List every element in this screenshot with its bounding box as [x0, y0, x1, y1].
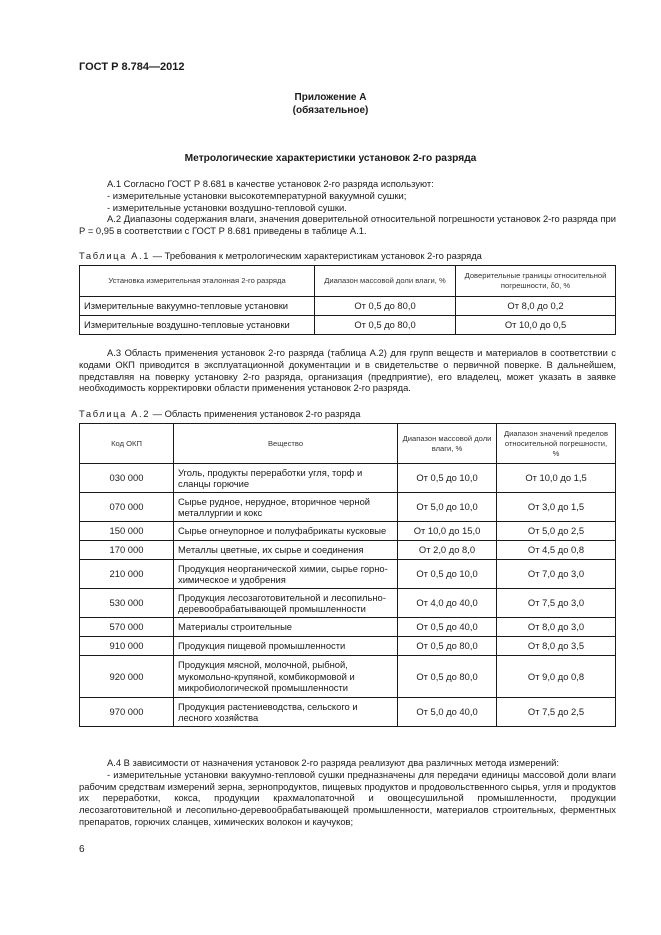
table-cell: 070 000 — [80, 493, 174, 522]
page-number: 6 — [79, 844, 85, 855]
table1-caption — [79, 250, 482, 261]
table-cell: 570 000 — [80, 618, 174, 637]
table-cell: Материалы строительные — [174, 618, 398, 637]
column-header: Диапазон массовой доли влаги, % — [398, 424, 497, 464]
table-header-row — [80, 424, 616, 464]
section-title: Метрологические характеристики установок 2-го разряда — [184, 153, 477, 164]
table-cell: От 0,5 до 80,0 — [315, 297, 456, 316]
table-row — [80, 560, 616, 589]
table-cell: От 0,5 до 40,0 — [398, 618, 497, 637]
table-cell: Продукция мясной, молочной, рыбной, мукомольно-крупяной, комбикормовой и микробиологической промышленности — [174, 656, 398, 698]
table-cell: От 10,0 до 0,5 — [456, 316, 616, 335]
paragraph-a1: А.1 Согласно ГОСТ Р 8.681 в качестве установок 2-го разряда используют: — [107, 178, 434, 189]
table-cell: Продукция пищевой промышленности — [174, 637, 398, 656]
table-row — [80, 464, 616, 493]
table-cell: От 0,5 до 10,0 — [398, 464, 497, 493]
paragraph-a2: А.2 Диапазоны содержания влаги, значения доверительной относительной погрешности установок 2-го разряда при Р = 0,95 в соответствии с ГОСТ Р 8.681 приведены в таблице А.1. — [79, 213, 616, 237]
table-cell: От 5,0 до 2,5 — [497, 522, 616, 541]
table-cell: Сырье рудное, нерудное, вторичное черной металлургии и кокс — [174, 493, 398, 522]
table-cell: От 0,5 до 80,0 — [398, 656, 497, 698]
table-cell: Уголь, продукты переработки угля, торф и сланцы горючие — [174, 464, 398, 493]
table-cell: От 0,5 до 10,0 — [398, 560, 497, 589]
table-cell: От 10,0 до 1,5 — [497, 464, 616, 493]
list-item: - измерительные установки воздушно-тепловой сушки. — [107, 201, 347, 213]
table-cell: 530 000 — [80, 589, 174, 618]
appendix-status: (обязательное) — [292, 105, 369, 116]
table-cell: От 3,0 до 1,5 — [497, 493, 616, 522]
table-cell: От 2,0 до 8,0 — [398, 541, 497, 560]
table-row — [80, 297, 616, 316]
column-header: Код ОКП — [80, 424, 174, 464]
column-header: Доверительные границы относительной погрешности, δ0, % — [456, 266, 616, 297]
table-cell: От 10,0 до 15,0 — [398, 522, 497, 541]
intro-paragraphs — [79, 178, 616, 237]
table-cell: 150 000 — [80, 522, 174, 541]
table-cell: От 7,0 до 3,0 — [497, 560, 616, 589]
table2-caption-label: Таблица А.2 — [79, 408, 151, 419]
table-cell: Металлы цветные, их сырье и соединения — [174, 541, 398, 560]
table-cell: Продукция растениеводства, сельского и лесного хозяйства — [174, 698, 398, 727]
table1-caption-text: — Требования к метрологическим характеристикам установок 2-го разряда — [150, 250, 482, 261]
table-cell: Продукция лесозаготовительной и лесопильно-деревообрабатывающей промышленности — [174, 589, 398, 618]
table-cell: От 9,0 до 0,8 — [497, 656, 616, 698]
column-header: Диапазон значений пределов относительной погрешности, % — [497, 424, 616, 464]
table-cell: Измерительные воздушно-тепловые установки — [80, 316, 315, 335]
column-header: Вещество — [174, 424, 398, 464]
table-cell: От 5,0 до 40,0 — [398, 698, 497, 727]
table-row — [80, 316, 616, 335]
table-cell: От 7,5 до 2,5 — [497, 698, 616, 727]
paragraph-a4-intro: А.4 В зависимости от назначения установок 2-го разряда реализуют два различных метода измерений: — [107, 757, 560, 768]
table-row — [80, 589, 616, 618]
list-item: - измерительные установки высокотемпературной вакуумной сушки; — [107, 189, 407, 201]
table-cell: От 8,0 до 3,5 — [497, 637, 616, 656]
table-row — [80, 656, 616, 698]
table-row — [80, 541, 616, 560]
table-cell: 030 000 — [80, 464, 174, 493]
table-cell: От 0,5 до 80,0 — [398, 637, 497, 656]
appendix-heading — [0, 91, 661, 117]
table-header-row — [80, 266, 616, 297]
table-row — [80, 493, 616, 522]
column-header: Диапазон массовой доли влаги, % — [315, 266, 456, 297]
table2-caption — [79, 408, 360, 419]
table-row — [80, 618, 616, 637]
table-cell: От 7,5 до 3,0 — [497, 589, 616, 618]
paragraph-a3: А.3 Область применения установок 2-го разряда (таблица А.2) для групп веществ и материалов в соответствии с кодами ОКП приводится в эксплуатационной документации и в свидетельстве о первичной поверке. В дальнейшем, представляя на поверку установку 2-го разряда, организация (предприятие), его владелец, может указать в заявке необходимость корректировки области применения установок 2-го разряда. — [79, 347, 616, 394]
table-row — [80, 698, 616, 727]
table-cell: Сырье огнеупорное и полуфабрикаты кусковые — [174, 522, 398, 541]
appendix-title: Приложение А — [294, 92, 367, 103]
table-cell: Продукция неорганической химии, сырье горно-химическое и удобрения — [174, 560, 398, 589]
document-code: ГОСТ Р 8.784—2012 — [79, 61, 185, 73]
table-row — [80, 637, 616, 656]
table2-caption-text: — Область применения установок 2-го разряда — [150, 408, 361, 419]
table-cell: От 4,0 до 40,0 — [398, 589, 497, 618]
table-a1 — [79, 265, 616, 335]
table-cell: От 0,5 до 80,0 — [315, 316, 456, 335]
paragraph-a4-item: - измерительные установки вакуумно-тепловой сушки предназначены для передачи единицы массовой доли влаги рабочим средствам измерений зерна, зернопродуктов, пищевых продуктов и продовольственного сырья, угля и продуктов их переработки, кокса, продукции крахмалопаточной и овощесушильной промышленности, продукции лесозаготовительной и лесопильно-деревообрабатывающей промышленности, материалов строительных, ферментных препаратов, горючих сланцев, химических волокон и каучуков; — [79, 768, 616, 827]
table-cell: 910 000 — [80, 637, 174, 656]
table-cell: Измерительные вакуумно-тепловые установки — [80, 297, 315, 316]
table-cell: От 8,0 до 3,0 — [497, 618, 616, 637]
paragraph-a4 — [79, 757, 616, 828]
table1-caption-label: Таблица А.1 — [79, 250, 151, 261]
table-cell: От 5,0 до 10,0 — [398, 493, 497, 522]
table-a2 — [79, 423, 616, 727]
table-cell: 210 000 — [80, 560, 174, 589]
table-cell: 920 000 — [80, 656, 174, 698]
column-header: Установка измерительная эталонная 2-го разряда — [80, 266, 315, 297]
table-cell: От 4,5 до 0,8 — [497, 541, 616, 560]
table-cell: 970 000 — [80, 698, 174, 727]
table-cell: От 8,0 до 0,2 — [456, 297, 616, 316]
table-cell: 170 000 — [80, 541, 174, 560]
table-row — [80, 522, 616, 541]
